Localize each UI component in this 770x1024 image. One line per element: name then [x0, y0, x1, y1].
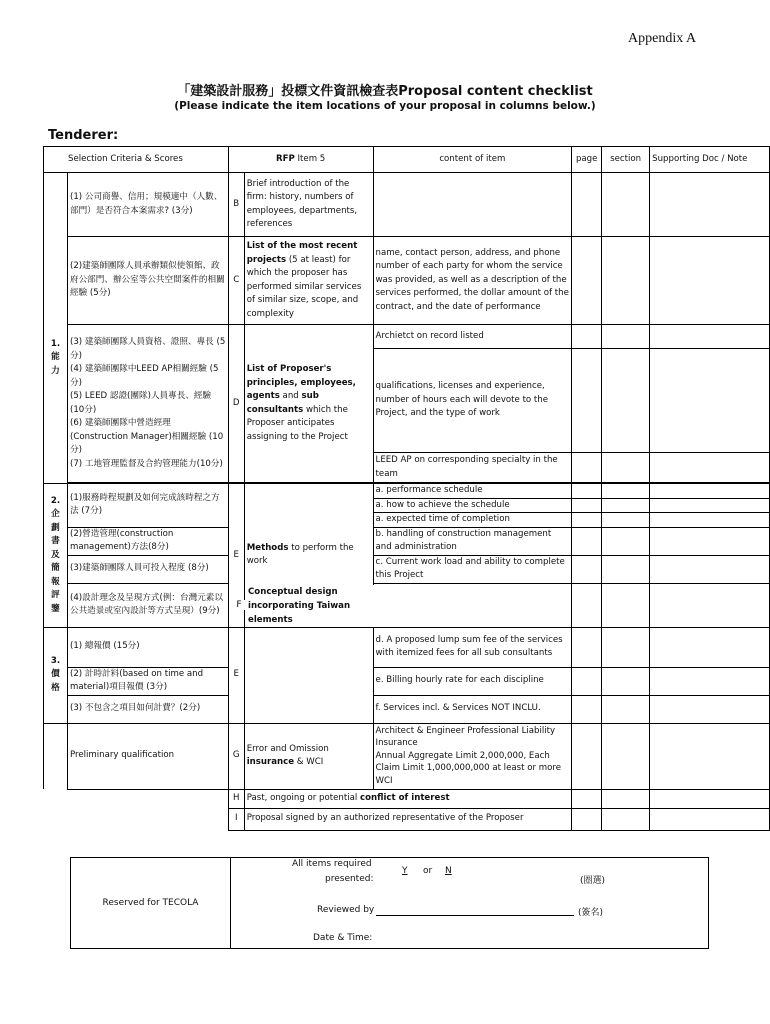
category-2: 2. 企 劃 書 及 簡 報 評 鑒 [44, 484, 68, 628]
content-e-1: a. how to achieve the schedule [373, 498, 572, 513]
section-cell[interactable] [602, 173, 650, 237]
checklist-table [43, 146, 770, 831]
criteria-5: (4)設計理念及呈現方式(例：台灣元素以公共造景或室內設計等方式呈現）(9分) [67, 583, 228, 627]
content-f [373, 583, 572, 627]
supporting-cell[interactable] [650, 555, 770, 583]
criteria-7: Preliminary qualification [67, 723, 228, 789]
category-3: 3. 價 格 [44, 627, 68, 723]
option-n[interactable]: N [445, 866, 452, 876]
content-c: name, contact person, address, and phone number of each party for whom the service was provided, as well as a description of the services performed, the dollar amount of the contract, and the date of performance [373, 237, 572, 325]
supporting-cell[interactable] [650, 173, 770, 237]
content-e-2: a. expected time of completion [373, 513, 572, 528]
header-rfp: RFP Item 5 [228, 147, 373, 173]
section-cell[interactable] [602, 627, 650, 667]
reserved-box [70, 857, 709, 949]
page-cell[interactable] [572, 667, 602, 695]
letter-g: G [228, 723, 244, 789]
category-blank [44, 723, 68, 789]
criteria-2: (2)建築師團隊人員承辦類似使領館、政府公部門、辦公室等公共空間案件的相關經驗 (5分) [67, 237, 228, 325]
rfp-d: List of Proposer's principles, employees, agents and sub consultants which the Proposer anticipates assigning to the Project [244, 325, 373, 483]
section-cell[interactable] [602, 484, 650, 499]
letter-e2: E [228, 627, 244, 723]
header-supporting: Supporting Doc / Note [650, 147, 770, 173]
items-required-label: All items required [292, 859, 372, 869]
page-cell[interactable] [572, 789, 602, 808]
content-g: Architect & Engineer Professional Liability Insurance Annual Aggregate Limit 2,000,000, Each Claim Limit 1,000,000,000 at least or more WCI [373, 723, 572, 789]
page-subtitle: (Please indicate the item locations of your proposal in columns below.) [174, 100, 596, 112]
supporting-cell[interactable] [650, 527, 770, 555]
section-cell[interactable] [602, 667, 650, 695]
page-cell[interactable] [572, 349, 602, 453]
page-title: 「建築設計服務」投標文件資訊檢查表Proposal content checklist [177, 84, 593, 99]
page-cell[interactable] [572, 498, 602, 513]
page-cell[interactable] [572, 723, 602, 789]
page-cell[interactable] [572, 808, 602, 830]
content-d-c: LEED AP on corresponding specialty in the team [373, 453, 572, 483]
letter-e: E [228, 484, 244, 628]
criteria-6c: (3) 不包含之項目如何計費？(2分) [67, 695, 228, 723]
supporting-cell[interactable] [650, 325, 770, 349]
section-cell[interactable] [602, 583, 650, 627]
reserved-fields [231, 858, 709, 949]
criteria-1: (1) 公司商譽、信用；規模適中（人數、部門）是否符合本案需求? (3分) [67, 173, 228, 237]
supporting-cell[interactable] [650, 583, 770, 627]
content-price-b: e. Billing hourly rate for each discipline [373, 667, 572, 695]
page-cell[interactable] [572, 173, 602, 237]
section-cell[interactable] [602, 349, 650, 453]
blank-area [44, 789, 229, 808]
section-cell[interactable] [602, 555, 650, 583]
tenderer-label: Tenderer: [48, 128, 119, 143]
page-cell[interactable] [572, 513, 602, 528]
header-section: section [602, 147, 650, 173]
criteria-4a: (1)服務時程規劃及如何完成該時程之方法 (7分) [67, 484, 228, 528]
criteria-6a: (1) 總報價 (15分) [67, 627, 228, 667]
letter-f: F [231, 600, 247, 610]
supporting-cell[interactable] [650, 498, 770, 513]
date-label: Date & Time: [313, 933, 373, 943]
section-cell[interactable] [602, 723, 650, 789]
content-price-a: d. A proposed lump sum fee of the services with itemized fees for all sub consultants [373, 627, 572, 667]
page-cell[interactable] [572, 484, 602, 499]
supporting-cell[interactable] [650, 695, 770, 723]
rfp-h: Past, ongoing or potential conflict of interest [244, 789, 571, 808]
rfp-g: Error and Omission insurance & WCI [244, 723, 373, 789]
section-cell[interactable] [602, 237, 650, 325]
reviewed-by-label: Reviewed by [317, 905, 375, 915]
content-b [373, 173, 572, 237]
content-d-b: qualifications, licenses and experience, number of hours each will devote to the Project, and the type of work [373, 349, 572, 453]
category-1: 1. 能 力 [44, 173, 68, 484]
rfp-e: Methods to perform the work [244, 484, 373, 628]
content-price-c: f. Services incl. & Services NOT INCLU. [373, 695, 572, 723]
page-cell[interactable] [572, 695, 602, 723]
page-cell[interactable] [572, 555, 602, 583]
rfp-f: Conceptual design incorporating Taiwan elements [246, 585, 377, 627]
supporting-cell[interactable] [650, 667, 770, 695]
or-label: or [423, 866, 433, 876]
reserved-label: Reserved for TECOLA [71, 858, 231, 949]
page-cell[interactable] [572, 627, 602, 667]
page-cell[interactable] [572, 453, 602, 483]
criteria-3: (3) 建築師團隊人員資格、證照、專長 (5分) (4) 建築師團隊中LEED AP相關經驗 (5分) (5) LEED 認證(團隊)人員專長、經驗 (10分) (6) 建築師團隊中營造經理 (Construction Manager)相關經驗 (10分) (7) 工地管理監督及合約管理能力(10分) [67, 325, 228, 483]
section-cell[interactable] [602, 325, 650, 349]
sign-note: (簽名) [578, 908, 604, 918]
header-selection: Selection Criteria & Scores [44, 147, 229, 173]
criteria-4b: (2)營造管理(construction management)方法(8分) [67, 527, 228, 555]
appendix-label: Appendix A [628, 31, 697, 46]
circle-note: (圈選) [580, 876, 606, 886]
presented-label: presented: [325, 874, 374, 884]
rfp-price [244, 627, 373, 723]
letter-c: C [228, 237, 244, 325]
section-cell[interactable] [602, 527, 650, 555]
option-y[interactable]: Y [402, 866, 408, 876]
rfp-c: List of the most recent projects (5 at least) for which the proposer has performed similar services of similar size, scope, and complexity [244, 237, 373, 325]
letter-h: H [228, 789, 244, 808]
supporting-cell[interactable] [650, 789, 770, 808]
content-e-0: a. performance schedule [373, 484, 572, 499]
supporting-cell[interactable] [650, 627, 770, 667]
letter-d: D [228, 325, 244, 483]
criteria-4c: (3)建築師團隊人員可投入程度 (8分) [67, 555, 228, 583]
page-cell[interactable] [572, 325, 602, 349]
section-cell[interactable] [602, 453, 650, 483]
letter-b: B [228, 173, 244, 237]
page-cell[interactable] [572, 527, 602, 555]
supporting-cell[interactable] [650, 237, 770, 325]
reviewed-by-line[interactable] [376, 915, 574, 916]
supporting-cell[interactable] [650, 513, 770, 528]
section-cell[interactable] [602, 808, 650, 830]
letter-i: I [228, 808, 244, 830]
supporting-cell[interactable] [650, 453, 770, 483]
content-e-4: c. Current work load and ability to complete this Project [373, 555, 572, 583]
rfp-i: Proposal signed by an authorized representative of the Proposer [244, 808, 571, 830]
section-cell[interactable] [602, 789, 650, 808]
page-cell[interactable] [572, 237, 602, 325]
content-d-a: Archietct on record listed [373, 325, 572, 349]
rfp-b: Brief introduction of the firm: history, numbers of employees, departments, references [244, 173, 373, 237]
page-cell[interactable] [572, 583, 602, 627]
section-cell[interactable] [602, 498, 650, 513]
criteria-6b: (2) 計時計料(based on time and material)項目報價 (3分) [67, 667, 228, 695]
supporting-cell[interactable] [650, 723, 770, 789]
header-content: content of item [373, 147, 572, 173]
supporting-cell[interactable] [650, 349, 770, 453]
section-cell[interactable] [602, 695, 650, 723]
section-cell[interactable] [602, 513, 650, 528]
header-page: page [572, 147, 602, 173]
blank-area [44, 808, 229, 830]
supporting-cell[interactable] [650, 808, 770, 830]
content-e-3: b. handling of construction management and administration [373, 527, 572, 555]
supporting-cell[interactable] [650, 484, 770, 499]
